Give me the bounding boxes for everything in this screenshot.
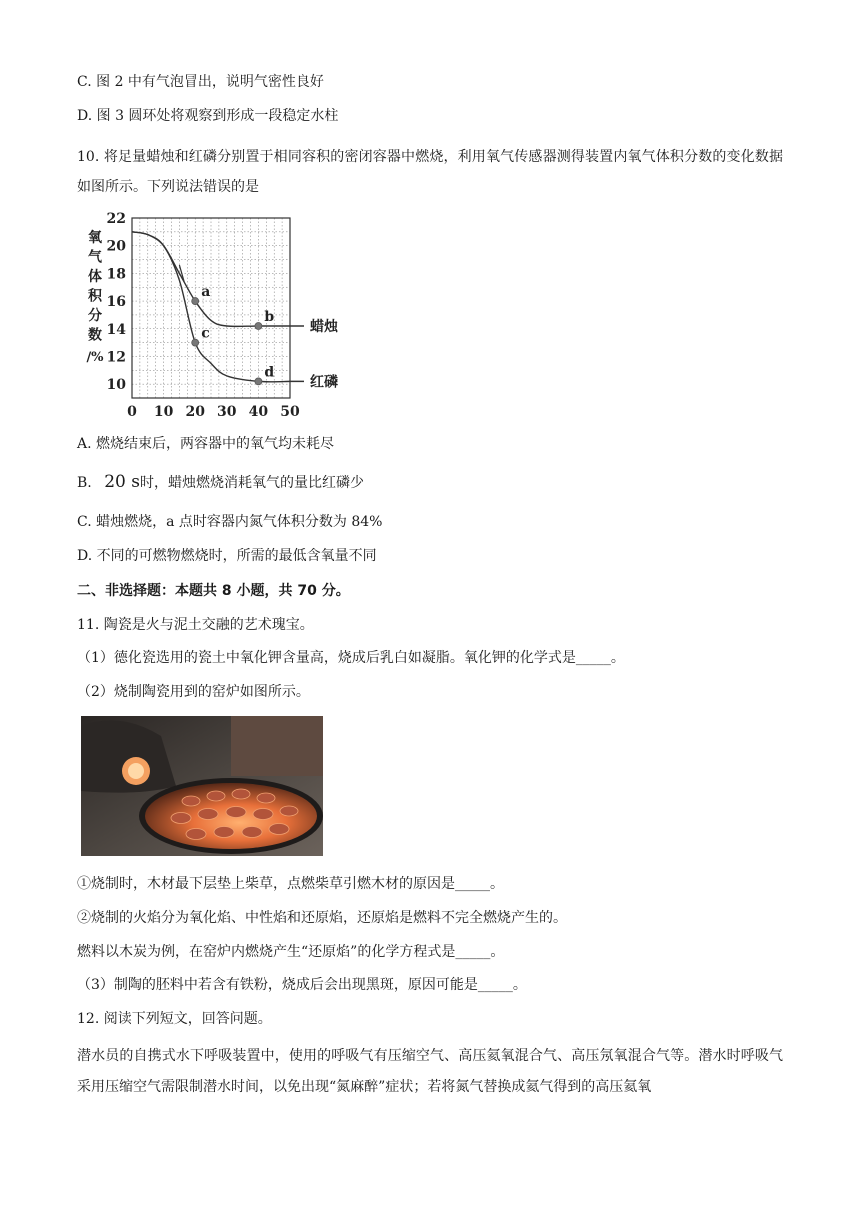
y-tick-label: 12 [106, 349, 126, 366]
point-label: d [264, 364, 275, 381]
question-11-part-2c: 燃料以木炭为例，在窑炉内燃烧产生“还原焰”的化学方程式是_____。 [77, 944, 505, 960]
question-10-stem: 10. 将足量蜡烛和红磷分别置于相同容积的密闭容器中燃烧，利用氧气传感器测得装置内氧气体积分数的变化数据如图所示。下列说法错误的是 [77, 149, 783, 195]
x-tick-label: 50 [280, 404, 300, 420]
chart-y-label [86, 229, 104, 365]
question-12-stem: 12. 阅读下列短文，回答问题。 [77, 1011, 272, 1027]
section-2-heading: 二、非选择题：本题共 8 小题，共 70 分。 [77, 583, 350, 599]
x-tick-label: 10 [153, 404, 174, 420]
y-tick-label: 16 [106, 294, 126, 311]
data-point-b [255, 323, 262, 330]
y-label-char: 气 [88, 249, 102, 266]
point-label: a [201, 284, 211, 301]
data-point-d [255, 378, 262, 385]
oxygen-chart [82, 208, 342, 423]
data-point-a [192, 298, 199, 305]
question-12-passage: 潜水员的自携式水下呼吸装置中，使用的呼吸气有压缩空气、高压氦氧混合气、高压氖氧混合气等。潜水时呼吸气采用压缩空气需限制潜水时间，以免出现“氮麻醉”症状；若将氮气替换成氦气得到的高压氦氧 [77, 1048, 783, 1095]
y-label-char: 氧 [88, 230, 102, 246]
question-11-part-3: （3）制陶的胚料中若含有铁粉，烧成后会出现黑斑，原因可能是_____。 [77, 977, 527, 993]
x-tick-label: 20 [185, 404, 205, 420]
series-label: 红磷 [310, 374, 338, 391]
point-label: b [264, 309, 275, 325]
question-11-part-2: （2）烧制陶瓷用到的窑炉如图所示。 [77, 684, 310, 700]
data-point-c [192, 339, 199, 346]
question-11-stem: 11. 陶瓷是火与泥土交融的艺术瑰宝。 [77, 617, 314, 633]
option-b-prefix: B. [77, 475, 92, 491]
x-tick-label: 40 [248, 404, 269, 420]
question-10-option-c: C. 蜡烛燃烧，a 点时容器内氮气体积分数为 84% [77, 514, 383, 530]
x-tick-label: 0 [127, 404, 137, 420]
kiln-photo [81, 716, 323, 856]
point-label: c [201, 325, 210, 342]
y-tick-label: 10 [106, 377, 126, 394]
series-line-1 [132, 232, 304, 382]
y-label-char: 积 [88, 288, 102, 305]
question-10-option-b [77, 472, 364, 493]
y-tick-label: 22 [106, 211, 126, 227]
option-b-text: 时，蜡烛燃烧消耗氧气的量比红磷少 [139, 475, 364, 491]
question-11-part-1: （1）德化瓷选用的瓷土中氧化钾含量高，烧成后乳白如凝脂。氧化钾的化学式是_____。 [77, 650, 625, 666]
series-line-0 [132, 232, 304, 327]
question-10-option-a: A. 燃烧结束后，两容器中的氧气均未耗尽 [77, 436, 335, 452]
question-11-part-2b: ②烧制的火焰分为氧化焰、中性焰和还原焰，还原焰是燃料不完全燃烧产生的。 [77, 910, 567, 926]
y-label-unit: /% [86, 350, 104, 365]
question-11-part-2a: ①烧制时，木材最下层垫上柴草，点燃柴草引燃木材的原因是_____。 [77, 876, 504, 892]
y-tick-label: 14 [106, 321, 126, 338]
y-label-char: 数 [88, 327, 102, 344]
option-c-previous: C. 图 2 中有气泡冒出，说明气密性良好 [77, 74, 324, 90]
x-tick-label: 30 [217, 404, 237, 420]
y-tick-label: 18 [106, 266, 126, 283]
y-label-char: 体 [88, 269, 102, 285]
option-d-previous: D. 图 3 圆环处将观察到形成一段稳定水柱 [77, 108, 339, 124]
y-label-char: 分 [88, 308, 102, 324]
option-b-time: 20 s [104, 472, 140, 492]
question-10-option-d: D. 不同的可燃物燃烧时，所需的最低含氧量不同 [77, 548, 377, 564]
y-tick-label: 20 [106, 238, 126, 255]
series-label: 蜡烛 [310, 319, 338, 335]
